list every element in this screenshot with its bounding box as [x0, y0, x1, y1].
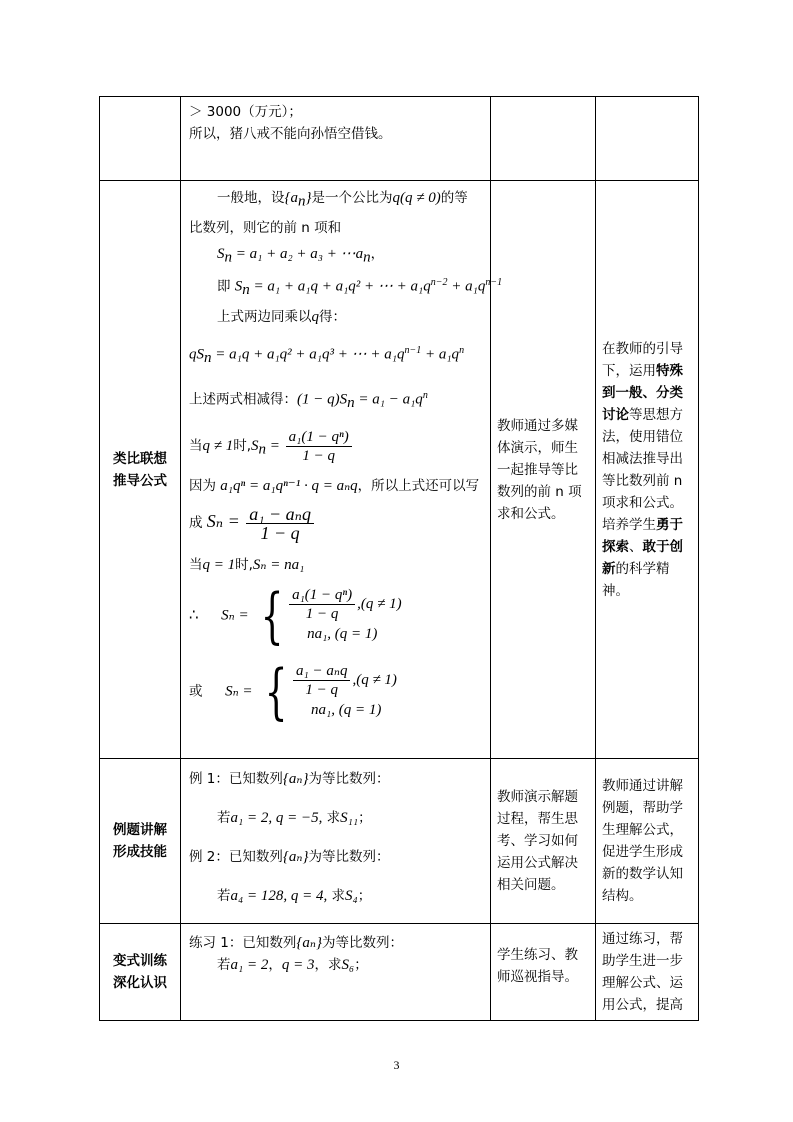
- text: 、: [629, 538, 643, 555]
- math: S₁₁: [340, 810, 359, 826]
- math: a₄ = 128, q = 4,: [230, 888, 328, 904]
- purpose-cell-empty: [596, 97, 699, 181]
- text: 求: [331, 888, 346, 904]
- stage-label: 例题讲解: [113, 822, 167, 838]
- text: 在教师的引导: [602, 340, 683, 357]
- math: n: [224, 249, 232, 266]
- text: 成: [189, 514, 207, 531]
- content-cell: [181, 97, 491, 181]
- text: 等思想方: [629, 406, 683, 423]
- denominator: 1 − q: [305, 606, 339, 623]
- text: 时,: [235, 556, 253, 573]
- math: q ≠ 1: [202, 437, 234, 454]
- math: S: [234, 278, 243, 295]
- purpose-line: [602, 360, 692, 382]
- text: 培养学生: [602, 516, 656, 533]
- stage-label: 推导公式: [113, 472, 167, 489]
- math: n−1: [485, 277, 503, 289]
- math: q = 3: [281, 957, 315, 973]
- math: {aₙ}: [296, 935, 322, 951]
- stage-cell-empty: [100, 97, 181, 181]
- purpose-line: 例题，帮助学: [602, 800, 683, 816]
- examples-content-cell: [181, 759, 491, 924]
- math: S: [251, 437, 259, 454]
- purpose-line: [602, 448, 692, 470]
- text: 上述两式相减得：: [189, 391, 297, 408]
- table-row-examples: [100, 759, 699, 924]
- content-line: [189, 932, 484, 954]
- text: 的等: [440, 190, 468, 206]
- text: 法，使用错位: [602, 428, 683, 445]
- emphasis-text: 探索: [602, 538, 629, 555]
- content-line: ＞ 3000（万元）；: [189, 104, 302, 120]
- derivation-content-cell: [181, 181, 503, 759]
- text: ；: [358, 810, 372, 826]
- formula-line: [189, 270, 503, 303]
- design-purpose-cell: [596, 181, 699, 759]
- teacher-activity-cell: [491, 924, 596, 1021]
- text: 的科学精: [615, 560, 670, 577]
- purpose-line: [602, 536, 692, 558]
- case-row: na₁, (q = 1): [311, 702, 382, 719]
- text: 例 2：已知数列: [189, 849, 283, 865]
- math: n: [347, 394, 355, 411]
- text: 求: [326, 810, 341, 826]
- purpose-line: 理解公式、运: [602, 975, 683, 991]
- text: 当: [189, 556, 203, 573]
- brace-icon: {: [260, 580, 284, 651]
- formula-line: [189, 505, 484, 542]
- purpose-line: [602, 514, 692, 536]
- purpose-line: [602, 470, 692, 492]
- text: 若: [217, 810, 231, 826]
- text: 为等比数列：: [308, 849, 390, 865]
- purpose-line: 新的数学认知: [602, 866, 683, 882]
- emphasis-text: 到一般、分类: [602, 384, 683, 401]
- formula-line: [189, 383, 484, 416]
- formula-line: [189, 552, 484, 578]
- text: 时,: [233, 437, 252, 454]
- purpose-line: 促进学生形成: [602, 844, 683, 860]
- purpose-line: 通过练习，帮: [602, 931, 683, 947]
- teacher-activity-cell: [491, 181, 596, 759]
- purpose-line: 教师通过讲解: [602, 778, 683, 794]
- text: 若: [217, 888, 231, 904]
- fraction: [286, 428, 352, 465]
- math: = a₁ − a₁q: [354, 391, 423, 408]
- numerator: a₁(1 − qⁿ): [286, 428, 352, 447]
- math: (1 − q)S: [297, 391, 348, 408]
- content-line: 比数列，则它的前 n 项和: [189, 219, 342, 236]
- text: ；: [354, 957, 368, 973]
- content-line: [189, 886, 484, 907]
- emphasis-text: 敢于创: [642, 538, 683, 555]
- purpose-line: [602, 426, 692, 448]
- teacher-line: 教师演示解题: [497, 789, 578, 805]
- stage-cell: [100, 924, 181, 1021]
- math: a₁ = 2, q = −5,: [230, 810, 323, 826]
- content-line: [189, 808, 484, 829]
- stage-label: 深化认识: [113, 975, 167, 991]
- denominator: 1 − q: [302, 447, 335, 464]
- text: ，所以上式还可以写: [357, 477, 480, 494]
- text: ；: [357, 888, 372, 904]
- design-purpose-cell: [596, 924, 699, 1021]
- content-line: [189, 185, 484, 215]
- teacher-line: 考、学习如何: [497, 833, 578, 849]
- teacher-line: 体演示，师生: [497, 439, 578, 456]
- purpose-line: 用公式，提高: [602, 997, 683, 1013]
- fraction: [246, 505, 314, 542]
- math: =: [266, 437, 284, 454]
- teacher-line: 一起推导等比: [497, 461, 578, 478]
- text: ，: [370, 245, 385, 262]
- text: 练习 1：已知数列: [189, 935, 297, 951]
- math: S₆: [341, 957, 355, 973]
- purpose-line: 结构。: [602, 888, 643, 904]
- text: 相减法推导出: [602, 450, 683, 467]
- math: Sₙ = na₁: [252, 556, 305, 573]
- math: n: [204, 349, 212, 366]
- design-purpose-cell: [596, 759, 699, 924]
- teacher-line: 师巡视指导。: [497, 969, 578, 985]
- math: Sₙ =: [206, 510, 245, 531]
- math: qS: [189, 346, 204, 363]
- text: 若: [217, 957, 231, 973]
- math: S: [217, 245, 225, 262]
- piecewise-formula: [189, 656, 484, 727]
- teacher-line: 教师通过多媒: [497, 417, 578, 434]
- math: {aₙ}: [282, 849, 309, 865]
- math: n: [298, 193, 306, 210]
- purpose-line: 生理解公式，: [602, 822, 683, 838]
- purpose-line: [602, 382, 692, 404]
- case-row: na₁, (q = 1): [307, 626, 378, 643]
- text: 当: [189, 437, 203, 454]
- brace-icon: {: [264, 656, 288, 727]
- condition: ,(q ≠ 1): [357, 596, 402, 613]
- denominator: 1 − q: [305, 682, 339, 699]
- emphasis-text: 勇于: [656, 516, 683, 533]
- math: }: [305, 190, 312, 206]
- math: S₄: [345, 888, 358, 904]
- stage-label: 形成技能: [113, 844, 167, 860]
- math: n: [242, 282, 250, 299]
- therefore-symbol: ∴: [189, 607, 199, 624]
- piecewise-formula: [189, 580, 484, 651]
- text: ，: [268, 957, 282, 973]
- teacher-cell-empty: [491, 97, 596, 181]
- text: 例 1：已知数列: [189, 771, 283, 787]
- math: a₁qⁿ = a₁qⁿ⁻¹ · q = aₙq: [220, 477, 358, 494]
- text: 等比数列前 n: [602, 472, 683, 489]
- denominator: 1 − q: [260, 522, 300, 543]
- formula-line: [189, 338, 484, 371]
- math: n−1: [404, 344, 422, 356]
- math: {aₙ}: [282, 771, 309, 787]
- purpose-line: [602, 338, 692, 360]
- teacher-line: 数列的前 n 项: [497, 483, 582, 500]
- purpose-line: 助学生进一步: [602, 953, 683, 969]
- emphasis-text: 特殊: [656, 362, 683, 379]
- lesson-plan-table: [99, 96, 699, 1021]
- math: + a₁q: [447, 278, 486, 295]
- math: q: [311, 308, 319, 325]
- fraction: [289, 586, 355, 623]
- table-row-conclusion: [100, 97, 699, 181]
- teacher-line: 相关问题。: [497, 877, 565, 893]
- text: 一般地，设: [217, 190, 285, 206]
- text: 神。: [602, 582, 629, 599]
- math: n: [459, 344, 465, 356]
- formula-line: [189, 473, 484, 499]
- numerator: a₁(1 − qⁿ): [289, 586, 355, 605]
- formula-line: [189, 428, 484, 465]
- purpose-line: [602, 492, 692, 514]
- teacher-line: 过程，帮生思: [497, 811, 578, 827]
- content-line: [189, 304, 484, 330]
- text: 是一个公比为: [311, 190, 393, 206]
- table-row-practice: [100, 924, 699, 1021]
- fraction: [293, 662, 350, 699]
- math: n: [363, 249, 371, 266]
- teacher-line: 学生练习、教: [497, 947, 578, 963]
- text: 为等比数列：: [308, 771, 390, 787]
- numerator: a₁ − aₙq: [293, 662, 350, 681]
- stage-cell: [100, 759, 181, 924]
- math: = a₁ + a₂ + a₃ + ⋯a: [232, 245, 364, 262]
- page-number: 3: [393, 1058, 400, 1072]
- text: ，求: [314, 957, 342, 973]
- math: Sₙ =: [225, 683, 253, 700]
- purpose-line: [602, 558, 692, 580]
- cases: [291, 662, 397, 721]
- teacher-line: 求和公式。: [497, 505, 565, 522]
- math: a₁ = 2: [230, 957, 269, 973]
- numerator: a₁ − aₙq: [246, 505, 314, 524]
- text: 项求和公式。: [602, 494, 683, 511]
- stage-label: 类比联想: [113, 450, 167, 467]
- piecewise-brace: [253, 580, 402, 651]
- math: Sₙ =: [221, 607, 249, 624]
- math: n: [258, 441, 267, 458]
- stage-label: 变式训练: [113, 953, 167, 969]
- math: q(q ≠ 0): [392, 190, 441, 206]
- text: 上式两边同乘以: [217, 308, 312, 325]
- teacher-line: 运用公式解决: [497, 855, 578, 871]
- purpose-line: [602, 404, 692, 426]
- text: 下，运用: [602, 362, 656, 379]
- math: n−2: [430, 277, 448, 289]
- content-line: [189, 769, 484, 790]
- content-line: [189, 954, 484, 976]
- practice-content-cell: [181, 924, 491, 1021]
- piecewise-brace: [257, 656, 397, 727]
- text: 因为: [189, 477, 221, 494]
- purpose-line: [602, 580, 692, 602]
- text: 即: [217, 278, 235, 295]
- math: q = 1: [202, 556, 236, 573]
- emphasis-text: 讨论: [602, 406, 629, 423]
- text: 为等比数列：: [321, 935, 403, 951]
- teacher-activity-cell: [491, 759, 596, 924]
- formula-line: [189, 241, 484, 271]
- stage-cell: [100, 181, 181, 759]
- text: 得：: [319, 308, 346, 325]
- text: 或: [189, 683, 203, 700]
- content-line: [189, 847, 484, 868]
- table-row-derivation: [100, 181, 699, 759]
- math: n: [422, 389, 428, 401]
- emphasis-text: 新: [602, 560, 616, 577]
- cases: [287, 586, 402, 645]
- math: = a₁ + a₁q + a₁q² + ⋯ + a₁q: [249, 278, 431, 295]
- content-line: 所以，猪八戒不能向孙悟空借钱。: [189, 126, 392, 142]
- math: + a₁q: [421, 346, 460, 363]
- condition: ,(q ≠ 1): [352, 672, 397, 689]
- math: = a₁q + a₁q² + a₁q³ + ⋯ + a₁q: [211, 346, 405, 363]
- math: {a: [284, 190, 298, 206]
